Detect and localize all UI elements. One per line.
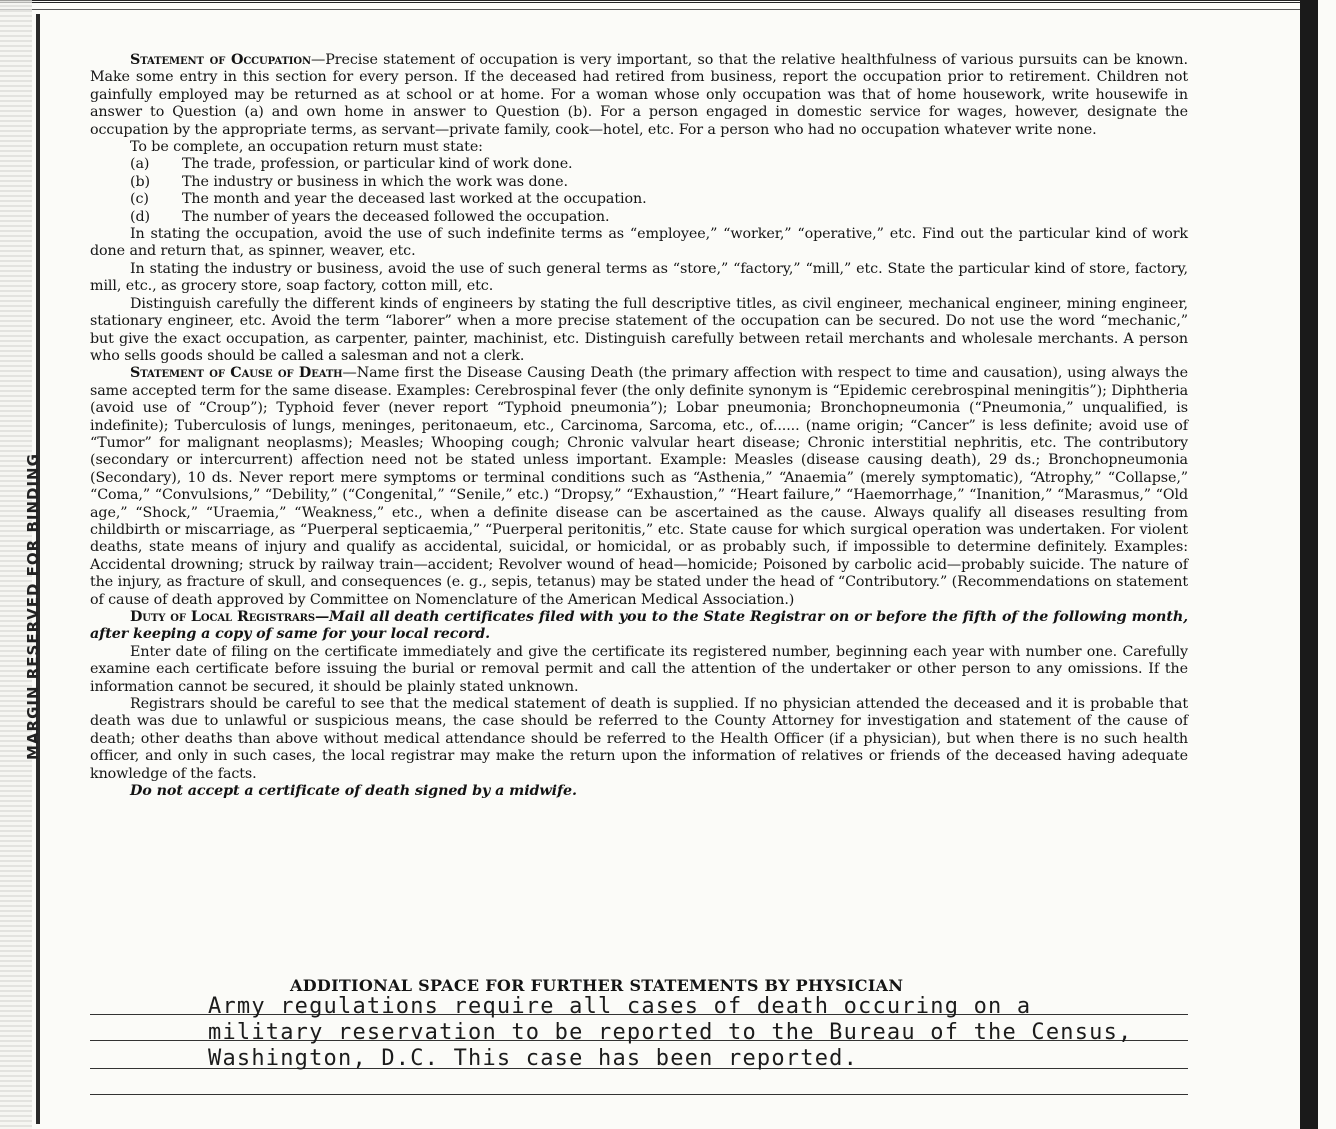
careful-paragraph: Registrars should be careful to see that the medical statement of death is supplied. If no physician attended the deceased and it is probable that death was due to unlawful or suspicious means, the case should be referred to the County Attorney for investigation and statement of the cause of death; other deaths than above without medical attendance should be referred to the Health Officer (if a physician), but when there is no such health officer, and only in such cases, the local registrar may make the return upon the information of relatives or friends of the deceased having adequate knowledge of the facts. <box>90 696 1188 782</box>
item-label: (b) <box>130 173 151 190</box>
filing-paragraph: Enter date of filing on the certificate immediately and give the certificate its registered number, beginning each year with number one. Carefully examine each certificate before issuing the burial or removal permit and call the attention of the undertaker or other person to any omissions. If the information cannot be secured, it should be plainly stated unknown. <box>90 643 1188 695</box>
list-item <box>130 209 1188 226</box>
item-text: The industry or business in which the work was done. <box>182 173 568 190</box>
item-label: (d) <box>130 208 151 225</box>
occupation-intro: —Precise statement of occupation is very important, so that the relative healthfulness of various pursuits can be known. Make some entry in this section for every person. If the deceased had retired from business, report the occupation prior to retirement. Children not gainfully employed may be returned as at school or at home. For a woman whose only occupation was that of home housework, write housewife in answer to Question (a) and own home in answer to Question (b). For a person engaged in domestic service for wages, however, designate the occupation by the appropriate terms, as servant—private family, cook—hotel, etc. For a person who had no occupation whatever write none. <box>90 52 1188 138</box>
instructions-body <box>90 52 1188 800</box>
item-text: The number of years the deceased followed the occupation. <box>182 208 610 225</box>
physician-section-title: ADDITIONAL SPACE FOR FURTHER STATEMENTS BY PHYSICIAN <box>290 976 904 995</box>
item-label: (c) <box>130 191 149 208</box>
registrars-text: —Mail all death certificates filed with you to the State Registrar on or before the fifth of the following month, after keeping a copy of same for your local record. <box>90 609 1188 643</box>
occupation-terms-paragraph: In stating the occupation, avoid the use of such indefinite terms as “employee,” “worker,” “operative,” etc. Find out the particular kind of work done and return that, as spinner, weaver, etc. <box>90 226 1188 260</box>
typed-statement-line: Washington, D.C. This case has been reported. <box>208 1046 859 1071</box>
registrars-heading: Duty of Local Registrars <box>130 609 315 625</box>
item-text: The trade, profession, or particular kind of work done. <box>182 156 573 173</box>
occupation-heading: Statement of Occupation <box>130 52 312 68</box>
cause-section <box>90 365 1188 609</box>
cause-heading: Statement of Cause of Death <box>130 365 343 382</box>
top-border <box>0 0 1300 10</box>
binding-margin-label: MARGIN RESERVED FOR BINDING <box>24 453 42 760</box>
right-scan-edge <box>1300 0 1318 1129</box>
item-text: The month and year the deceased last worked at the occupation. <box>182 191 647 208</box>
occupation-complete-lead: To be complete, an occupation return must state: <box>130 139 483 156</box>
industry-terms-paragraph: In stating the industry or business, avoid the use of such general terms as “store,” “factory,” “mill,” etc. State the particular kind of store, factory, mill, etc., as grocery store, soap factory, cotton mill, etc. <box>90 260 1188 295</box>
engineers-paragraph: Distinguish carefully the different kinds of engineers by stating the full descriptive titles, as civil engineer, mechanical engineer, mining engineer, stationary engineer, etc. Avoid the term “laborer” when a more precise statement of the occupation can be secured. Do not use the word “mechanic,” but give the exact occupation, as carpenter, painter, machinist, etc. Distinguish carefully between retail merchants and wholesale merchants. A person who sells goods should be called a salesman and not a clerk. <box>90 295 1188 364</box>
cause-text: —Name first the Disease Causing Death (the primary affection with respect to time and causation), using always the same accepted term for the same disease. Examples: Cerebrospinal fever (the only definite synonym is “Epidemic cerebrospinal meningitis”); Diphtheria (avoid use of “Croup”); Typhoid fever (never report “Typhoid pneumonia”); Lobar pneumonia; Bronchopneumonia (“Pneumonia,” unqualified, is indefinite); Tuberculosis of lungs, meninges, peritonaeum, etc., Carcinoma, Sarcoma, etc., of...... (name origin; “Cancer” is less definite; avoid use of “Tumor” for malignant neoplasms); Measles; Whooping cough; Chronic valvular heart disease; Chronic interstitial nephritis, etc. The contributory (secondary or intercurrent) affection need not be stated unless important. Example: Measles (disease causing death), 29 ds.; Bronchopneumonia (Secondary), 10 ds. Never report mere symptoms or terminal conditions such as “Asthenia,” “Anaemia” (merely symptomatic), “Atrophy,” “Collapse,” “Coma,” “Convulsions,” “Debility,” (“Congenital,” “Senile,” etc.) “Dropsy,” “Exhaustion,” “Heart failure,” “Haemorrhage,” “Inanition,” “Marasmus,” “Old age,” “Shock,” “Uraemia,” “Weakness,” etc., when a definite disease can be ascertained as the cause. Always qualify all diseases resulting from childbirth or miscarriage, as “Puerperal septicaemia,” “Puerperal peritonitis,” etc. State cause for which surgical operation was undertaken. For violent deaths, state means of injury and qualify as accidental, suicidal, or homicidal, or as probably such, if impossible to determine definitely. Examples: Accidental drowning; struck by railway train—accident; Revolver wound of head—homicide; Poisoned by carbolic acid—probably suicide. The nature of the injury, as fracture of skull, and consequences (e. g., sepis, tetanus) may be stated under the head of “Contributory.” (Recommendations on statement of cause of death approved by Committee on Nomenclature of the American Medical Association.) <box>90 365 1188 608</box>
form-line <box>90 1094 1188 1095</box>
typed-statement-line: Army regulations require all cases of death occuring on a <box>208 994 1032 1019</box>
list-item <box>130 174 1188 191</box>
occupation-requirements-list <box>130 156 1188 226</box>
midwife-note: Do not accept a certificate of death signed by a midwife. <box>130 783 577 800</box>
list-item <box>130 156 1188 173</box>
registrars-section <box>90 609 1188 644</box>
occupation-section <box>90 52 1188 139</box>
list-item <box>130 191 1188 208</box>
item-label: (a) <box>130 156 150 173</box>
typed-statement-line: military reservation to be reported to the Bureau of the Census, <box>208 1020 1133 1045</box>
